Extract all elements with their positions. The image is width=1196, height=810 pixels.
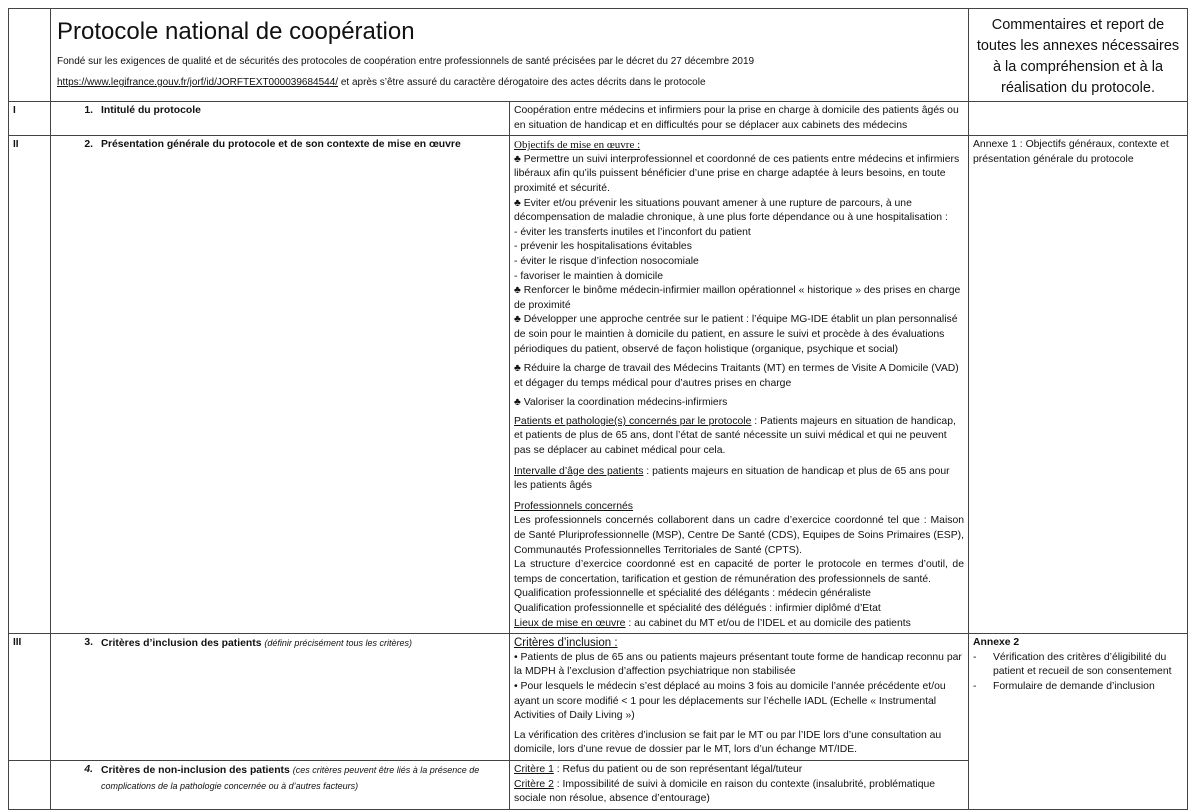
row-roman-empty bbox=[9, 760, 51, 809]
section-content bbox=[510, 634, 969, 761]
section-hint: (définir précisément tous les critères) bbox=[264, 638, 412, 649]
section-title-wrap bbox=[101, 763, 505, 794]
header-cell bbox=[51, 9, 969, 102]
section-number: 4. bbox=[84, 763, 93, 775]
sub-item: - favoriser le maintien à domicile bbox=[514, 270, 663, 282]
protocol-table bbox=[8, 8, 1188, 810]
patients-text: : Patients majeurs en situation de handicap, et patients de plus de 65 ans, dont l’état de santé nécessite un suivi médical et qui ne peuvent pas se déplacer au cabinet médical pour cela. bbox=[514, 415, 956, 457]
row-roman: III bbox=[9, 634, 51, 761]
row-roman: II bbox=[9, 136, 51, 634]
criterion-2 bbox=[514, 778, 964, 807]
inclusion-item: • Patients de plus de 65 ans ou patients majeurs présentant toute forme de handicap reconnu par la MDPH à l’exclusion d’affection psychiatrique non stabilisée bbox=[514, 651, 962, 678]
objective-item: ♣ Renforcer le binôme médecin-infirmier maillon opérationnel « historique » des prises en charge de proximité bbox=[514, 285, 961, 311]
criterion-text: : Refus du patient ou de son représentant légal/tuteur bbox=[553, 763, 803, 775]
inclusion-verification: La vérification des critères d’inclusion se fait par le MT ou par l’IDE lors d’une consultation au domicile, lors d’une revue de dossier par le MT, lors d’un échange MT/IDE. bbox=[514, 729, 942, 756]
annexe-item: - Vérification des critères d’éligibilité du patient et recueil de son consentement bbox=[973, 651, 1183, 680]
annexe-item: - Formulaire de demande d’inclusion bbox=[973, 680, 1183, 695]
section-title-cell bbox=[51, 102, 510, 136]
objectives-heading: Objectifs de mise en œuvre : bbox=[514, 139, 641, 152]
section-title-wrap bbox=[101, 636, 505, 652]
section-title: Critères d’inclusion des patients bbox=[101, 638, 262, 650]
row-3 bbox=[9, 634, 1188, 761]
header-empty-cell bbox=[9, 9, 51, 102]
comment-column-title: Commentaires et report de toutes les annexes nécessaires à la compréhension et à la réalisation du protocole. bbox=[976, 17, 1180, 96]
comment-cell bbox=[969, 634, 1188, 810]
delegants-text: Qualification professionnelle et spécialité des délégants : médecin généraliste bbox=[514, 588, 871, 600]
comment-column-header bbox=[969, 9, 1188, 102]
section-title: Critères de non-inclusion des patients bbox=[101, 764, 290, 776]
location-text: : au cabinet du MT et/ou de l’IDEL et au domicile des patients bbox=[625, 617, 911, 629]
criterion-heading: Critère 2 bbox=[514, 778, 554, 790]
section-title-cell bbox=[51, 760, 510, 809]
inclusion-item: • Pour lesquels le médecin s’est déplacé au moins 3 fois au domicile l’année précédente et/ou ayant un score modifié < 1 pour les déplacements sur l’échelle IADL (Echelle « Instrumental Activities of Daily Living ») bbox=[514, 680, 946, 722]
annexe-item-text: Formulaire de demande d’inclusion bbox=[993, 680, 1155, 692]
delegues-text: Qualification professionnelle et spécialité des délégués : infirmier diplômé d’Etat bbox=[514, 603, 881, 614]
comment-cell: Annexe 1 : Objectifs généraux, contexte et présentation générale du protocole bbox=[969, 136, 1188, 634]
location-heading: Lieux de mise en œuvre bbox=[514, 617, 626, 629]
professionals-text: Les professionnels concernés collaborent dans un cadre d’exercice coordonné tel que : Maison de Santé Pluriprofessionnelle (MSP), Centre De Santé (CDS), Equipes de Soins Primaires (ESP), Communautés Professionnelles Territoriales de Santé (CPTS). bbox=[514, 515, 964, 556]
section-hint: (ces critères peuvent être liés à la présence de complications de la pathologie concernée ou à d’autres facteurs) bbox=[101, 764, 480, 791]
objective-item: ♣ Valoriser la coordination médecins-infirmiers bbox=[514, 397, 728, 409]
legifrance-link[interactable]: https://www.legifrance.gouv.fr/jorf/id/JORFTEXT000039684544/ bbox=[57, 77, 339, 88]
criterion-heading: Critère 1 bbox=[514, 763, 554, 775]
annexe-title: Annexe 2 bbox=[973, 637, 1020, 649]
header-url-suffix: et après s’être assuré du caractère dérogatoire des actes décrits dans le protocole bbox=[338, 77, 706, 88]
section-title: Présentation générale du protocole et de son contexte de mise en œuvre bbox=[101, 139, 461, 151]
row-2 bbox=[9, 136, 1188, 634]
professionals-heading: Professionnels concernés bbox=[514, 500, 633, 512]
patients-heading: Patients et pathologie(s) concernés par le protocole bbox=[514, 415, 752, 427]
row-roman: I bbox=[9, 102, 51, 136]
page-title: Protocole national de coopération bbox=[57, 18, 415, 45]
criterion-text: : Impossibilité de suivi à domicile en raison du contexte (insalubrité, problématique sociale non résolue, absence d’entourage) bbox=[514, 778, 936, 805]
objective-item: ♣ Permettre un suivi interprofessionnel et coordonné de ces patients entre médecins et infirmiers libéraux afin qu’ils puissent bénéficier d’une prise en charge adaptée à leurs besoins, en toute proximité et sécurité. bbox=[514, 153, 960, 194]
section-title: Intitulé du protocole bbox=[101, 105, 201, 116]
section-number: 1. bbox=[84, 105, 93, 116]
patients-paragraph bbox=[514, 415, 964, 459]
professionals-text: La structure d’exercice coordonné est en capacité de porter le protocole en termes d’outil, de temps de concertation, tarification et gestion de rémunération des professionnels de santé. bbox=[514, 559, 964, 585]
header-subtitle: Fondé sur les exigences de qualité et de sécurités des protocoles de coopération entre professionnels de santé précisées par le décret du 27 décembre 2019 bbox=[57, 56, 755, 67]
section-title-cell bbox=[51, 634, 510, 761]
sub-item: - éviter les transferts inutiles et l’inconfort du patient bbox=[514, 226, 751, 238]
header-url-line bbox=[57, 76, 964, 89]
section-content bbox=[510, 760, 969, 809]
section-number: 3. bbox=[84, 637, 93, 649]
age-heading: Intervalle d’âge des patients bbox=[514, 465, 644, 477]
section-title-cell bbox=[51, 136, 510, 634]
header-row bbox=[9, 9, 1188, 102]
section-content: Coopération entre médecins et infirmiers pour la prise en charge à domicile des patients âgés ou en situation de handicap et en difficultés pour se déplacer aux cabinets des médecins bbox=[510, 102, 969, 136]
sub-item: - prévenir les hospitalisations évitables bbox=[514, 241, 692, 253]
objective-item: ♣ Développer une approche centrée sur le patient : l’équipe MG-IDE établit un plan personnalisé de soin pour le maintien à domicile du patient, en assure le suivi et procède à des évaluations périodiques du patient, observé de façon holistique (organique, psychique et social) bbox=[514, 314, 958, 355]
objective-item: ♣ Eviter et/ou prévenir les situations pouvant amener à une rupture de parcours, à une décompensation de maladie chronique, à une plus forte dépendance ou à une hospitalisation : bbox=[514, 197, 948, 224]
row-1 bbox=[9, 102, 1188, 136]
inclusion-heading: Critères d’inclusion : bbox=[514, 637, 618, 650]
annexe-list bbox=[973, 651, 1183, 695]
comment-cell bbox=[969, 102, 1188, 136]
sub-item: - éviter le risque d’infection nosocomiale bbox=[514, 255, 699, 267]
section-number: 2. bbox=[84, 139, 93, 151]
criterion-1 bbox=[514, 763, 964, 778]
section-content bbox=[510, 136, 969, 634]
age-paragraph bbox=[514, 465, 964, 494]
location-paragraph bbox=[514, 617, 964, 632]
age-text: : patients majeurs en situation de handicap et plus de 65 ans pour les patients âgés bbox=[514, 465, 950, 492]
objective-item: ♣ Réduire la charge de travail des Médecins Traitants (MT) en termes de Visite A Domicile (VAD) et dégager du temps médical pour d’autres prises en charge bbox=[514, 363, 959, 389]
annexe-item-text: Vérification des critères d’éligibilité du patient et recueil de son consentement bbox=[993, 651, 1172, 678]
